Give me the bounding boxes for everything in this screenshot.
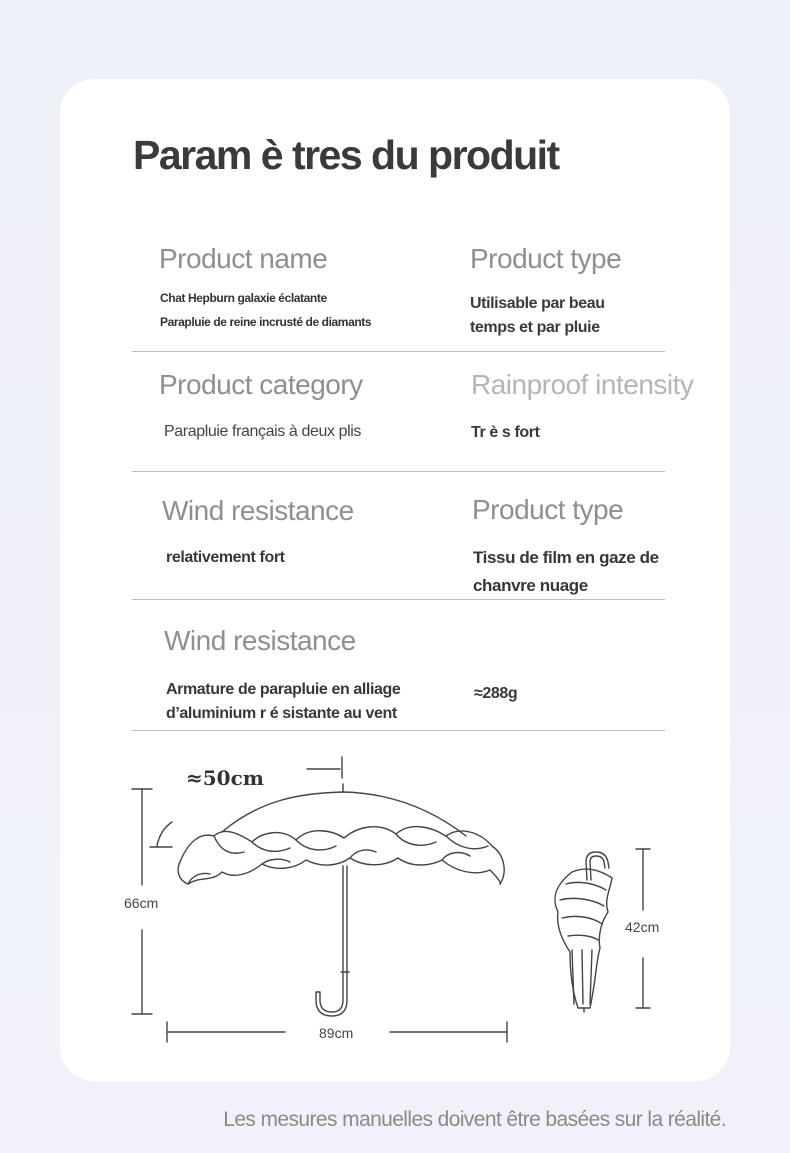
frame-value-2: d’aluminium r é sistante au vent <box>166 705 397 722</box>
open-height-dimension: 66cm <box>124 895 159 911</box>
frame-value-1: Armature de parapluie en alliage <box>166 681 401 698</box>
folded-height-dimension: 42cm <box>625 919 660 935</box>
wind-resistance-label-2: Wind resistance <box>164 625 356 656</box>
product-category-label: Product category <box>159 369 363 400</box>
radius-dimension: ≈50cm <box>186 766 264 790</box>
fabric-value-2: chanvre nuage <box>473 576 588 595</box>
rainproof-intensity-label: Rainproof intensity <box>471 369 694 400</box>
product-name-value-2: Parapluie de reine incrusté de diamants <box>160 315 372 329</box>
wind-resistance-label: Wind resistance <box>162 495 354 526</box>
product-type-value-1: Utilisable par beau <box>470 295 605 312</box>
weight-value: ≈288g <box>474 685 518 702</box>
product-name-label: Product name <box>159 243 328 274</box>
page-title: Param è tres du produit <box>133 132 559 178</box>
product-category-value: Parapluie français à deux plis <box>164 423 362 440</box>
product-name-value-1: Chat Hepburn galaxie éclatante <box>160 291 327 305</box>
rainproof-intensity-value: Tr è s fort <box>471 424 540 441</box>
product-type-label-2: Product type <box>472 494 624 525</box>
fabric-value-1: Tissu de film en gaze de <box>473 548 659 567</box>
footer-note: Les mesures manuelles doivent être basées sur la réalité. <box>223 1108 726 1131</box>
product-type-label: Product type <box>470 243 622 274</box>
wind-resistance-value: relativement fort <box>166 549 285 566</box>
open-width-dimension: 89cm <box>319 1025 354 1041</box>
product-type-value-2: temps et par pluie <box>470 319 600 336</box>
